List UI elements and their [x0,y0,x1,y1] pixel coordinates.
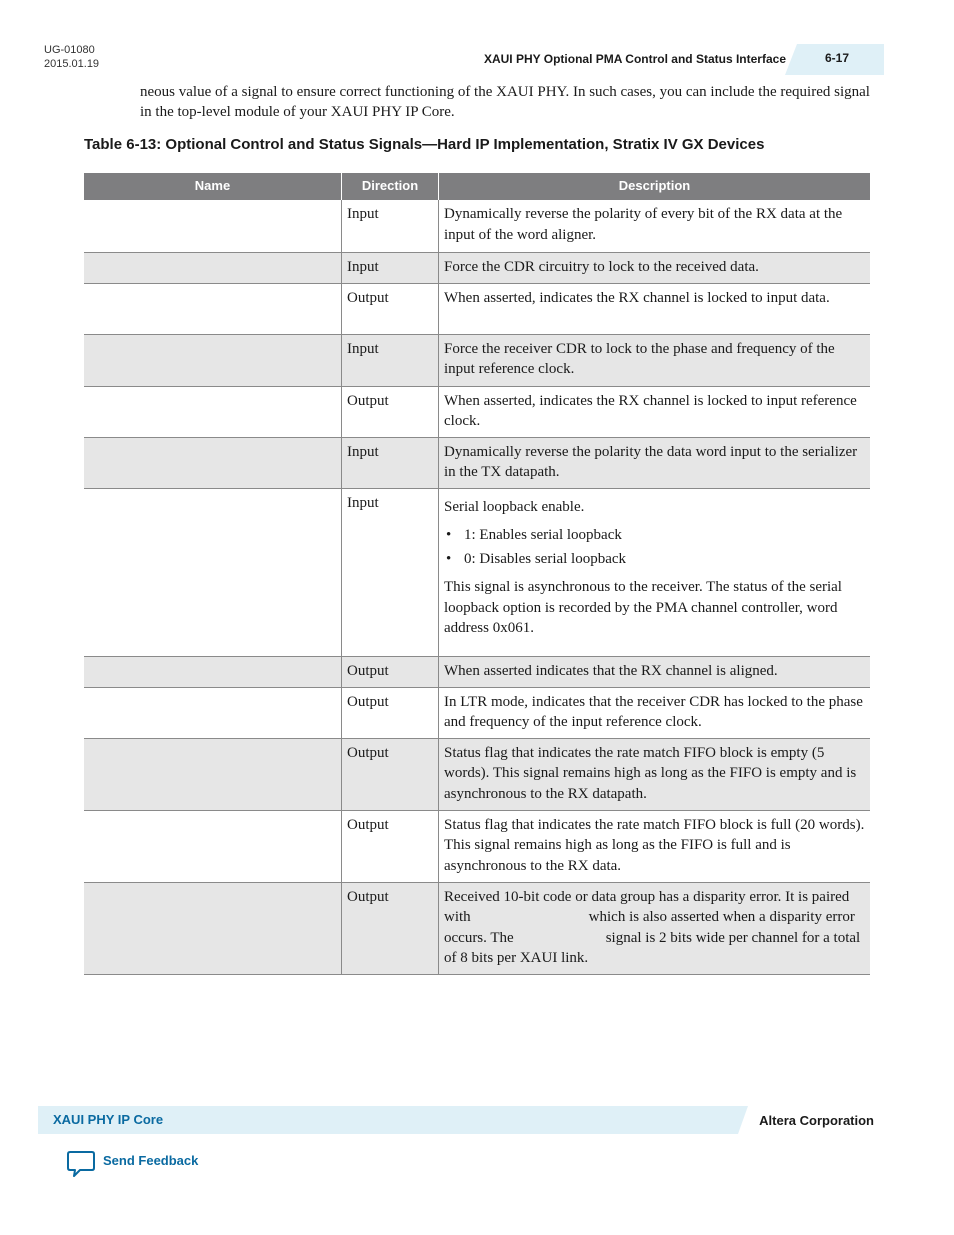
send-feedback-link[interactable]: Send Feedback [103,1153,199,1168]
table-header-row [84,173,870,200]
table-row [84,656,870,687]
description-part-1: Received 10-bit code or data group has a disparity error. It is paired with [444,888,850,925]
direction-cell: Input [342,334,439,386]
direction-cell: Input [342,200,439,252]
doc-id-block [44,43,99,71]
table-row [84,252,870,283]
column-header-description: Description [439,173,871,200]
description-cell: When asserted, indicates the RX channel is locked to input data. [439,283,871,334]
doc-id: UG-01080 [44,44,95,56]
signals-table [84,173,870,975]
signal-name-cell [84,738,342,810]
description-cell: Dynamically reverse the polarity the data word input to the serializer in the TX datapath. [439,437,871,488]
page-number: 6-17 [797,44,884,75]
direction-cell: Output [342,810,439,882]
description-cell: When asserted, indicates the RX channel is locked to input reference clock. [439,386,871,437]
table-row [84,283,870,334]
direction-cell: Output [342,386,439,437]
intro-paragraph: neous value of a signal to ensure correct functioning of the XAUI PHY. In such cases, you can include the required signal in the top-level module of your XAUI PHY IP Core. [140,84,870,120]
signal-name-cell [84,334,342,386]
doc-date: 2015.01.19 [44,58,100,70]
table-row [84,488,870,656]
direction-cell: Output [342,882,439,974]
description-cell: In LTR mode, indicates that the receiver CDR has locked to the phase and frequency of the input reference clock. [439,687,871,738]
bullet-list [444,525,865,569]
description-cell: Status flag that indicates the rate match FIFO block is empty (5 words). This signal remains high as long as the FIFO is empty and is asynchronous to the RX datapath. [439,738,871,810]
table-row [84,437,870,488]
description-part-3: signal is 2 bits wide per channel for a total of 8 bits per XAUI link. [444,929,861,966]
column-header-name: Name [84,173,342,200]
table-row [84,738,870,810]
signal-name-cell [84,283,342,334]
list-item: • 0: Disables serial loopback [444,549,865,570]
table-row [84,386,870,437]
footer-product-link[interactable]: XAUI PHY IP Core [53,1112,164,1127]
column-header-direction: Direction [342,173,439,200]
direction-cell: Output [342,738,439,810]
signal-name-cell [84,488,342,656]
signal-name-cell [84,200,342,252]
signal-name-cell [84,656,342,687]
table-row [84,334,870,386]
direction-cell: Output [342,656,439,687]
table-row [84,882,870,974]
signal-name-cell [84,437,342,488]
description-cell: Force the CDR circuitry to lock to the received data. [439,252,871,283]
speech-bubble-icon[interactable] [66,1150,96,1178]
section-title: XAUI PHY Optional PMA Control and Status Interface [483,52,786,66]
table-row [84,200,870,252]
direction-cell: Input [342,488,439,656]
description-cell: Status flag that indicates the rate match FIFO block is full (20 words). This signal remains high as long as the FIFO is full and is asynchronous to the RX data. [439,810,871,882]
direction-cell: Output [342,283,439,334]
signal-name-cell [84,386,342,437]
table-caption: Table 6-13: Optional Control and Status Signals—Hard IP Implementation, Stratix IV GX Devices [84,136,765,153]
signal-name-cell [84,882,342,974]
direction-cell: Output [342,687,439,738]
list-item: • 1: Enables serial loopback [444,525,865,546]
description-cell: When asserted indicates that the RX channel is aligned. [439,656,871,687]
direction-cell: Input [342,437,439,488]
table-row [84,810,870,882]
description-cell [439,488,871,656]
signal-name-cell [84,687,342,738]
description-intro: Serial loopback enable. [444,498,585,515]
direction-cell: Input [342,252,439,283]
description-part-2: which is also asserted when a disparity error occurs. The [444,909,855,946]
signal-name-cell [84,810,342,882]
description-outro: This signal is asynchronous to the receiver. The status of the serial loopback option is recorded by the PMA channel controller, word address 0x061. [444,579,842,636]
description-cell: Force the receiver CDR to lock to the phase and frequency of the input reference clock. [439,334,871,386]
table-row [84,687,870,738]
description-cell [439,882,871,974]
footer-company: Altera Corporation [759,1113,874,1128]
signal-name-cell [84,252,342,283]
description-cell: Dynamically reverse the polarity of every bit of the RX data at the input of the word aligner. [439,200,871,252]
